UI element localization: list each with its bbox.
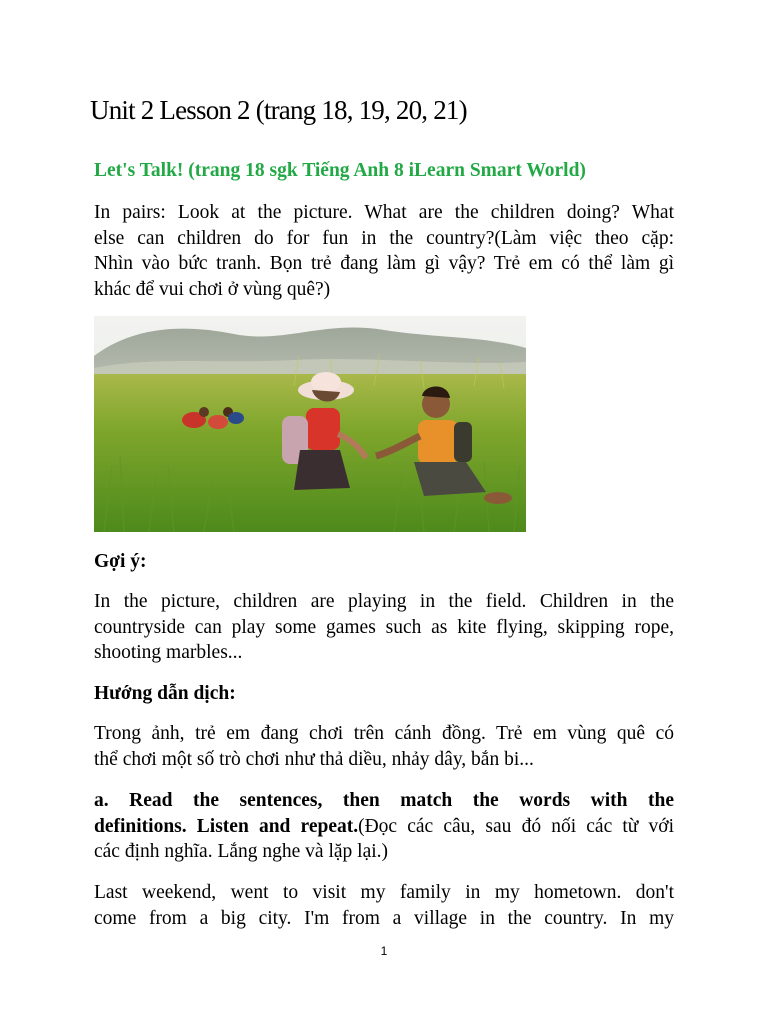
translation-paragraph	[94, 721, 674, 772]
translation-line: thể chơi một số trò chơi như thả diều, nhảy dây, bắn bi...	[94, 748, 534, 770]
passage-line: Last weekend, went to visit my family in my hometown. don't	[94, 882, 674, 903]
intro-line: Nhìn vào bức tranh. Bọn trẻ đang làm gì vậy? Trẻ em có thể làm gì	[94, 253, 674, 274]
translation-line: Trong ảnh, trẻ em đang chơi trên cánh đồng. Trẻ em vùng quê có	[94, 723, 674, 744]
hint-line: countryside can play some games such as kite flying, skipping rope,	[94, 616, 674, 638]
exercise-a-line	[94, 814, 674, 840]
exercise-a-line: a. Read the sentences, then match the words with the	[94, 790, 674, 811]
section-heading: Let's Talk! (trang 18 sgk Tiếng Anh 8 iLearn Smart World)	[94, 160, 586, 181]
intro-paragraph	[94, 200, 674, 302]
hint-paragraph	[94, 589, 674, 666]
intro-line: In pairs: Look at the picture. What are the children doing? What	[94, 202, 674, 223]
exercise-a-line: các định nghĩa. Lắng nghe và lặp lại.)	[94, 841, 389, 862]
exercise-a-translation-text: (Đọc các câu, sau đó nối các từ với	[358, 815, 674, 837]
hint-line: In the picture, children are playing in the field. Children in the	[94, 591, 674, 612]
intro-line: khác để vui chơi ở vùng quê?)	[94, 278, 331, 300]
children-playing-in-rice-field-photo	[94, 316, 526, 532]
translation-label: Hướng dẫn dịch:	[94, 683, 236, 704]
page-title: Unit 2 Lesson 2 (trang 18, 19, 20, 21)	[90, 95, 467, 125]
passage-line: come from a big city. I'm from a village in the country. In my	[94, 907, 674, 929]
exercise-a-bold-text: definitions. Listen and repeat.	[94, 815, 359, 837]
page-number: 1	[380, 944, 388, 958]
intro-line: else can children do for fun in the country?(Làm việc theo cặp:	[94, 227, 674, 249]
exercise-a-instructions	[94, 788, 674, 865]
passage-paragraph	[94, 880, 674, 931]
hint-label: Gợi ý:	[94, 551, 147, 572]
hint-line: shooting marbles...	[94, 642, 243, 663]
